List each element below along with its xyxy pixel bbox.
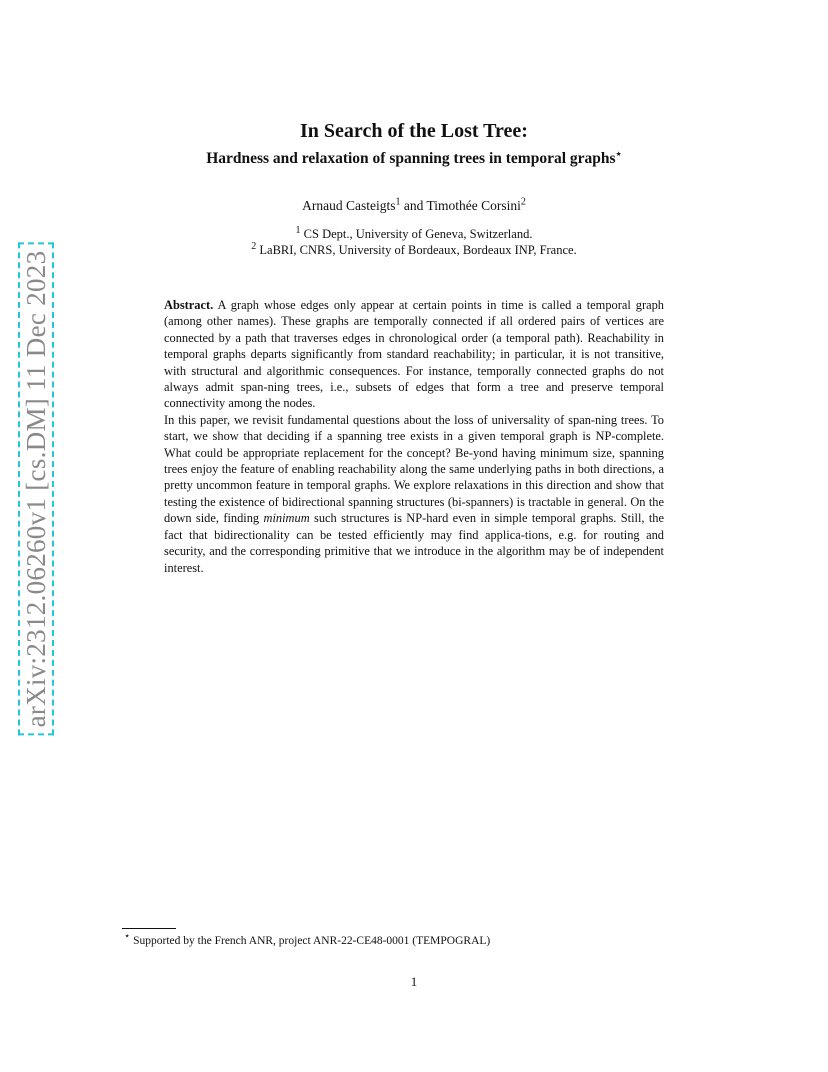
abstract-label: Abstract. (164, 298, 214, 312)
abstract-emphasis: minimum (263, 511, 310, 526)
author-1: Arnaud Casteigts (302, 198, 396, 213)
author-1-mark: 1 (395, 196, 401, 208)
subtitle-footnote-mark: ⋆ (615, 148, 622, 160)
abstract-text-2a: In this paper, we revisit fundamental questions about the loss of universality of span-ning trees. To start, we show that deciding if a spanning tree exists in a given temporal graph is NP-complete. What could be appropriate replacement for the concept? Be-yond having minimum size, spanning trees enjoy the feature of enabling reachability along the same underlying paths in both directions, a pretty uncommon feature in temporal graphs. We explore relaxations in this direction and show that testing the existence of bidirectional spanning structures (bi-spanners) is tractable in general. On the down side, finding (164, 412, 664, 526)
subtitle-text: Hardness and relaxation of spanning trees in temporal graphs (206, 150, 616, 167)
author-2: Timothée Corsini (426, 198, 521, 213)
abstract-text-2b: such structures is NP-hard even in simple temporal graphs. Still, the fact that bidirectionality can be tested efficiently may find applica-tions, e.g. for routing and security, and the corresponding primitive that we introduce in the algorithm may be of independent interest. (164, 511, 664, 575)
affiliation-1-text: CS Dept., University of Geneva, Switzerland. (303, 227, 533, 241)
footnote-text: Supported by the French ANR, project ANR-22-CE48-0001 (TEMPOGRAL) (133, 935, 491, 947)
abstract-text-1: A graph whose edges only appear at certain points in time is called a temporal graph (among other names). These graphs are temporally connected if all ordered pairs of vertices are connected by a path that traverses edges in chronological order (a temporal path). Reachability in temporal graphs departs significantly from standard reachability; in particular, it is not transitive, with structural and algorithmic consequences. For instance, temporally connected graphs do not always admit span-ning trees, i.e., subsets of edges that form a tree and preserve temporal connectivity among the nodes. (164, 298, 664, 411)
affiliation-2-mark: 2 (251, 240, 257, 252)
footnote-rule (122, 928, 176, 929)
author-separator: and (400, 198, 427, 213)
paper-title: In Search of the Lost Tree: (300, 120, 528, 142)
footnote-mark: ⋆ (124, 931, 131, 943)
paper-subtitle (0, 150, 828, 168)
abstract-paragraph-1 (164, 297, 664, 412)
footnote (124, 931, 491, 947)
affiliation-1 (0, 224, 828, 242)
page-number: 1 (410, 974, 418, 989)
author-line (0, 198, 828, 214)
abstract-paragraph-2 (164, 412, 664, 576)
abstract (164, 297, 664, 576)
arxiv-sidebar (16, 244, 56, 734)
affiliation-1-mark: 1 (295, 224, 301, 236)
author-2-mark: 2 (520, 196, 526, 208)
affiliation-2 (0, 240, 828, 258)
affiliation-2-text: LaBRI, CNRS, University of Bordeaux, Bordeaux INP, France. (259, 243, 577, 257)
arxiv-identifier: arXiv:2312.06260v1 [cs.DM] 11 Dec 2023 (18, 243, 54, 736)
